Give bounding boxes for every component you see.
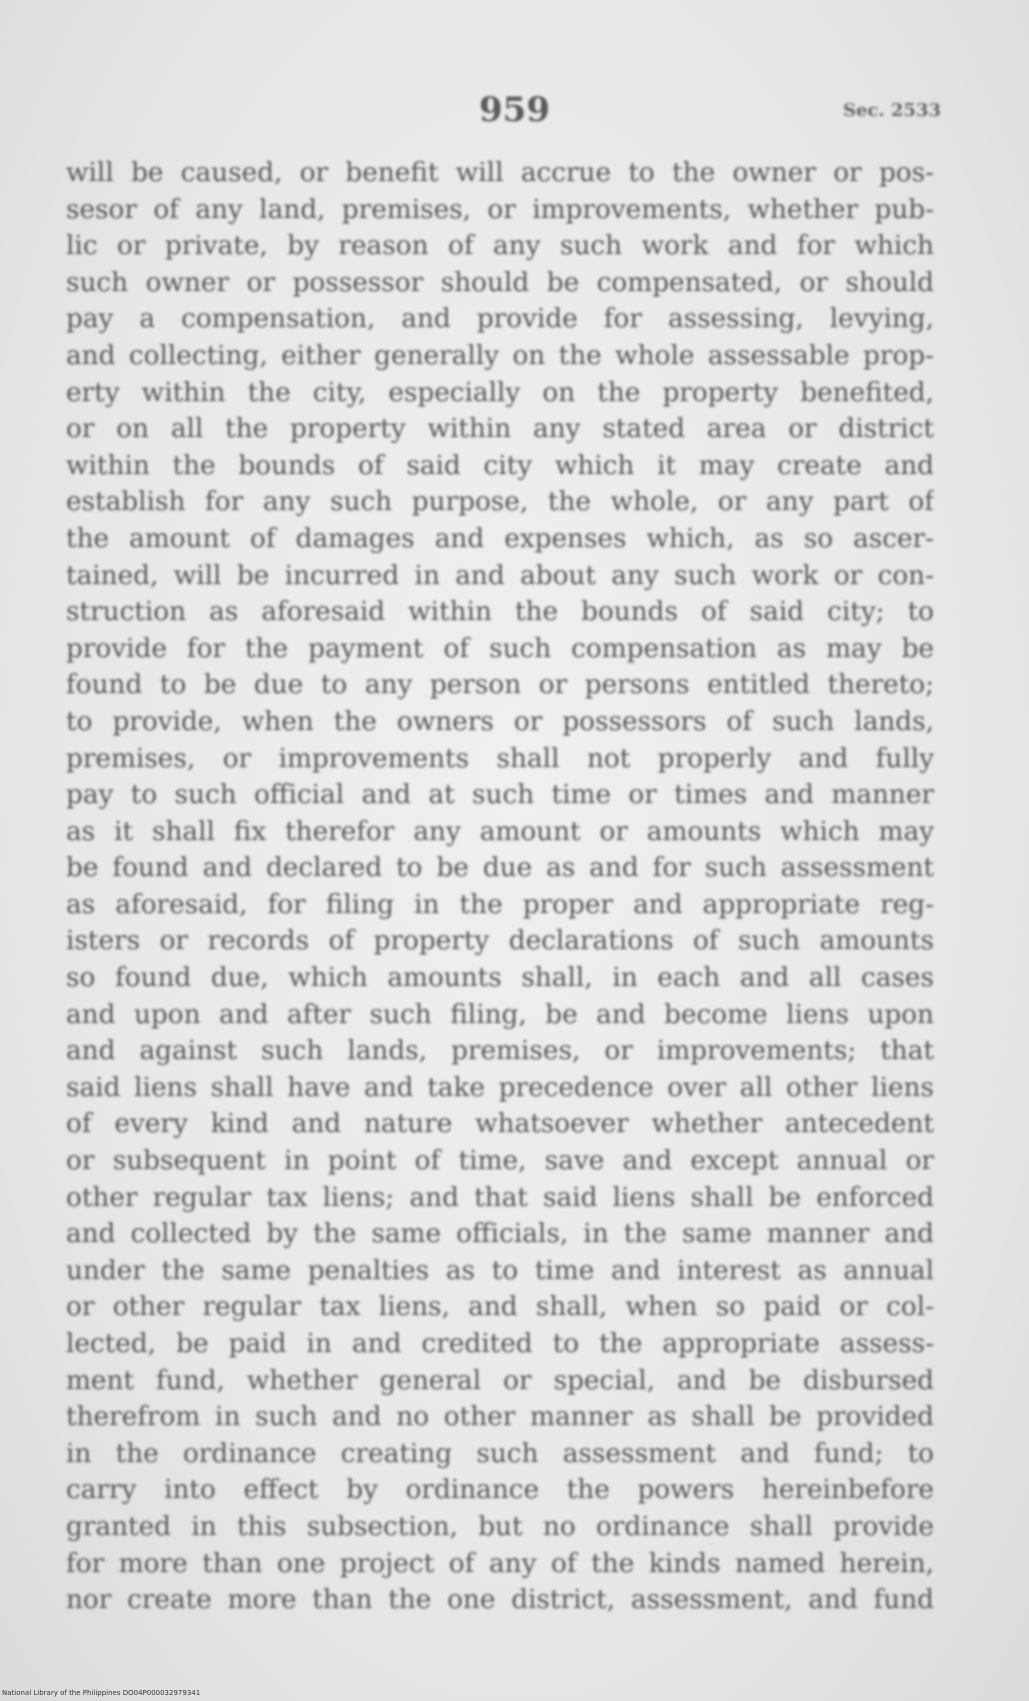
text-line: under the same penalties as to time and interest as annual: [66, 1255, 934, 1286]
text-line: for more than one project of any of the kinds named herein,: [66, 1548, 934, 1579]
text-line: struction as aforesaid within the bounds of said city; to: [66, 597, 934, 628]
text-line: found to be due to any person or persons entitled thereto;: [66, 670, 934, 701]
text-line: pay a compensation, and provide for assessing, levying,: [66, 304, 934, 335]
text-line: tained, will be incurred in and about any such work or con-: [66, 560, 934, 591]
text-line: be found and declared to be due as and for such assessment: [66, 853, 934, 884]
text-line: granted in this subsection, but no ordinance shall provide: [66, 1511, 934, 1542]
text-line: and collected by the same officials, in the same manner and: [66, 1219, 934, 1250]
text-line: or subsequent in point of time, save and except annual or: [66, 1146, 934, 1177]
text-line: provide for the payment of such compensation as may be: [66, 633, 934, 664]
text-line: of every kind and nature whatsoever whether antecedent: [66, 1109, 934, 1140]
text-line: carry into effect by ordinance the powers hereinbefore: [66, 1475, 934, 1506]
text-line: such owner or possessor should be compensated, or should: [66, 267, 934, 298]
text-line: and collecting, either generally on the whole assessable prop-: [66, 340, 934, 371]
scan-attribution: National Library of the Philippines DO04P000032979341: [2, 1689, 201, 1697]
section-reference: Sec. 2533: [842, 100, 941, 121]
text-line: sesor of any land, premises, or improvements, whether pub-: [66, 194, 934, 225]
text-line: pay to such official and at such time or times and manner: [66, 780, 934, 811]
text-line: and upon and after such filing, be and become liens upon: [66, 999, 934, 1030]
text-line: within the bounds of said city which it may create and: [66, 450, 934, 481]
text-line: other regular tax liens; and that said liens shall be enforced: [66, 1182, 934, 1213]
text-line: as it shall fix therefor any amount or amounts which may: [66, 816, 934, 847]
text-line: or on all the property within any stated area or district: [66, 414, 934, 445]
text-line: nor create more than the one district, assessment, and fund: [66, 1585, 934, 1616]
text-line: to provide, when the owners or possessors of such lands,: [66, 706, 934, 737]
page-number: 959: [479, 90, 550, 130]
text-line: the amount of damages and expenses which, as so ascer-: [66, 523, 934, 554]
text-line: or other regular tax liens, and shall, when so paid or col-: [66, 1292, 934, 1323]
body-text: [66, 155, 934, 1619]
text-line: premises, or improvements shall not properly and fully: [66, 743, 934, 774]
text-line: lic or private, by reason of any such work and for which: [66, 231, 934, 262]
text-line: establish for any such purpose, the whole, or any part of: [66, 487, 934, 518]
text-line: so found due, which amounts shall, in each and all cases: [66, 963, 934, 994]
text-line: ment fund, whether general or special, and be disbursed: [66, 1365, 934, 1396]
text-line: will be caused, or benefit will accrue to the owner or pos-: [66, 158, 934, 188]
text-line: as aforesaid, for filing in the proper and appropriate reg-: [66, 889, 934, 920]
text-line: and against such lands, premises, or improvements; that: [66, 1036, 934, 1067]
text-line: therefrom in such and no other manner as shall be provided: [66, 1402, 934, 1433]
text-line: erty within the city, especially on the property benefited,: [66, 377, 934, 408]
text-line: isters or records of property declarations of such amounts: [66, 926, 934, 957]
text-line: lected, be paid in and credited to the appropriate assess-: [66, 1329, 934, 1359]
text-line: in the ordinance creating such assessment and fund; to: [66, 1438, 934, 1469]
text-line: said liens shall have and take precedence over all other liens: [66, 1072, 934, 1103]
